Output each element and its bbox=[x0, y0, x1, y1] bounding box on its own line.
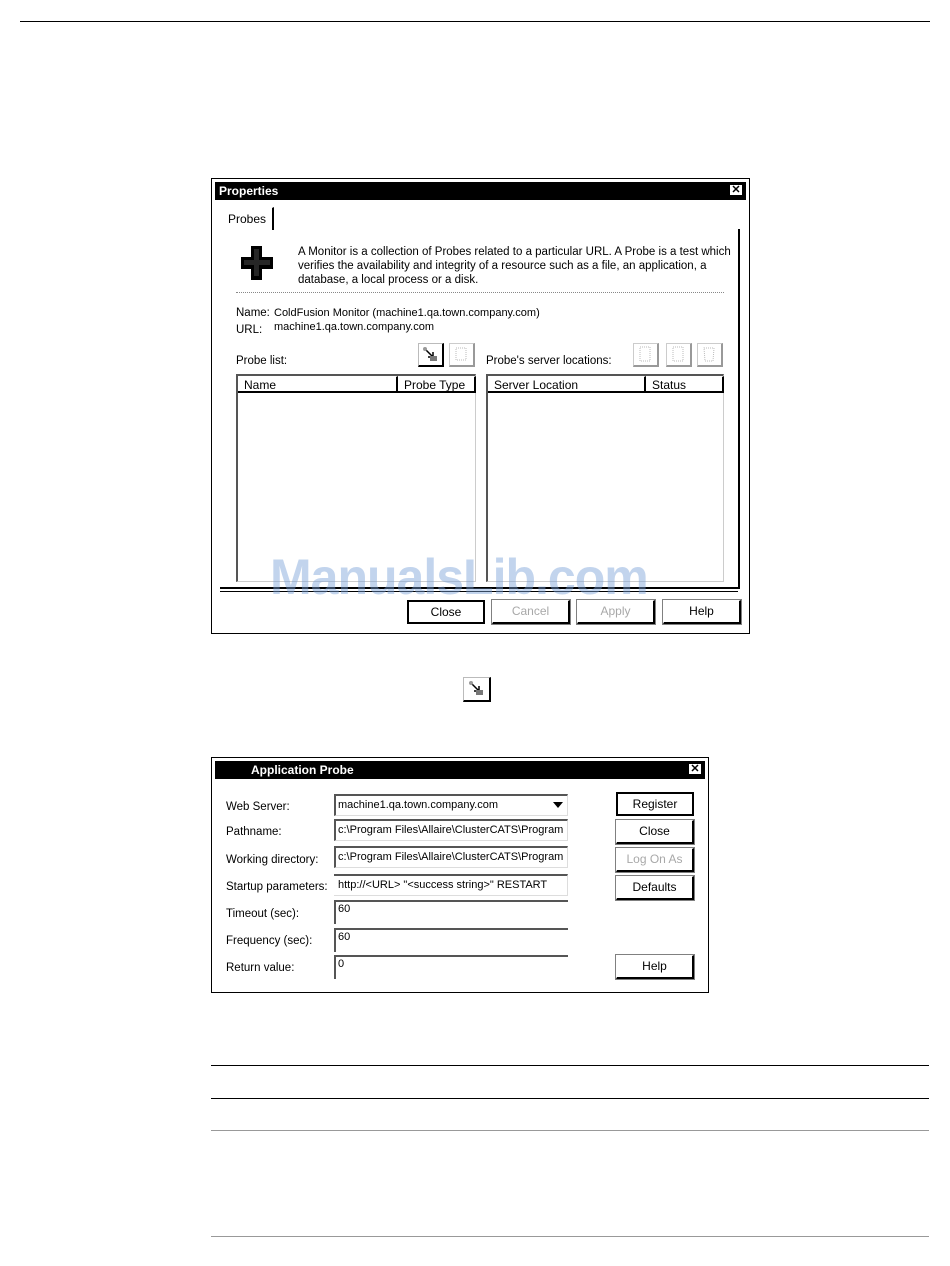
edit-server-icon bbox=[667, 344, 689, 364]
web-server-value: machine1.qa.town.company.com bbox=[338, 799, 498, 811]
server-locations-label: Probe's server locations: bbox=[486, 355, 612, 367]
web-server-select[interactable] bbox=[334, 794, 568, 816]
probe-list-label: Probe list: bbox=[236, 355, 288, 367]
working-directory-field[interactable]: c:\Program Files\Allaire\ClusterCATS\Program bbox=[334, 846, 568, 868]
edit-server-button[interactable] bbox=[666, 343, 692, 367]
new-probe-icon bbox=[419, 344, 441, 364]
help-button[interactable]: Help bbox=[663, 600, 741, 624]
url-label: URL: bbox=[236, 324, 263, 336]
return-value-label: Return value: bbox=[226, 962, 295, 974]
table-rule-2 bbox=[211, 1098, 929, 1099]
new-probe-toolbar-icon bbox=[463, 677, 491, 702]
startup-parameters-field[interactable]: http://<URL> "<success string>" RESTART bbox=[334, 874, 568, 896]
pathname-label: Pathname: bbox=[226, 826, 282, 838]
add-server-icon bbox=[634, 344, 656, 364]
help-button[interactable]: Help bbox=[616, 955, 694, 979]
name-label: Name: bbox=[236, 307, 270, 319]
table-rule-1 bbox=[211, 1065, 929, 1066]
url-value: machine1.qa.town.company.com bbox=[274, 321, 434, 333]
cancel-button[interactable]: Cancel bbox=[492, 600, 570, 624]
close-icon[interactable]: ✕ bbox=[729, 184, 743, 196]
name-value: ColdFusion Monitor (machine1.qa.town.company.com) bbox=[274, 307, 540, 319]
monitor-description: A Monitor is a collection of Probes related to a particular URL. A Probe is a test which verifies the availability and integrity of a resource such as a file, an application, a database, a local process or a disk. bbox=[298, 246, 731, 286]
add-probe-button[interactable] bbox=[418, 343, 444, 367]
edit-probe-icon bbox=[450, 344, 472, 364]
add-server-button[interactable] bbox=[633, 343, 659, 367]
probe-list-column-type[interactable]: Probe Type bbox=[398, 376, 476, 393]
chevron-down-icon bbox=[553, 802, 563, 809]
top-rule bbox=[20, 21, 930, 22]
timeout-field[interactable]: 60 bbox=[334, 900, 568, 924]
return-value-field[interactable]: 0 bbox=[334, 955, 568, 979]
close-button[interactable]: Close bbox=[616, 820, 694, 844]
properties-titlebar bbox=[215, 182, 746, 200]
pathname-field[interactable]: c:\Program Files\Allaire\ClusterCATS\Program bbox=[334, 819, 568, 841]
web-server-label: Web Server: bbox=[226, 801, 290, 813]
close-icon[interactable]: ✕ bbox=[688, 763, 702, 775]
timeout-label: Timeout (sec): bbox=[226, 908, 300, 920]
tab-probes-label: Probes bbox=[228, 212, 267, 226]
edit-probe-button[interactable] bbox=[449, 343, 475, 367]
description-separator bbox=[236, 292, 724, 293]
frequency-label: Frequency (sec): bbox=[226, 935, 313, 947]
startup-parameters-label: Startup parameters: bbox=[226, 881, 328, 893]
working-directory-label: Working directory: bbox=[226, 854, 319, 866]
dialog-title: Properties bbox=[219, 184, 279, 198]
watermark: ManualsLib.com bbox=[270, 549, 648, 605]
new-probe-icon bbox=[464, 678, 488, 699]
server-column-status[interactable]: Status bbox=[646, 376, 724, 393]
table-rule-4 bbox=[211, 1236, 929, 1237]
close-button[interactable]: Close bbox=[407, 600, 485, 624]
log-on-as-button[interactable]: Log On As bbox=[616, 848, 694, 872]
probe-list-column-name[interactable]: Name bbox=[238, 376, 398, 393]
application-probe-dialog bbox=[211, 757, 709, 993]
server-column-location[interactable]: Server Location bbox=[488, 376, 646, 393]
application-probe-titlebar bbox=[215, 761, 705, 779]
tab-probes[interactable] bbox=[222, 207, 274, 230]
table-rule-3 bbox=[211, 1130, 929, 1131]
delete-server-icon bbox=[698, 344, 720, 364]
delete-server-button[interactable] bbox=[697, 343, 723, 367]
apply-button[interactable]: Apply bbox=[577, 600, 655, 624]
register-button[interactable]: Register bbox=[616, 792, 694, 816]
cross-plus-icon bbox=[240, 245, 274, 281]
dialog-title: Application Probe bbox=[251, 763, 354, 777]
frequency-field[interactable]: 60 bbox=[334, 928, 568, 952]
defaults-button[interactable]: Defaults bbox=[616, 876, 694, 900]
